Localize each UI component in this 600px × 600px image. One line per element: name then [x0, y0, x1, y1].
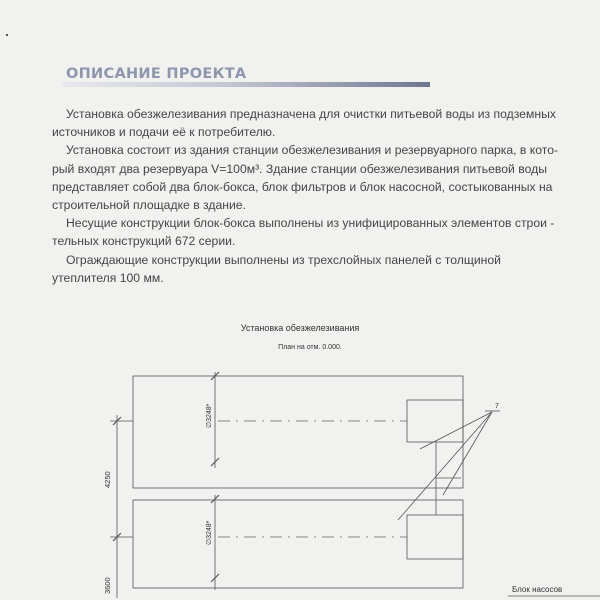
dimension-3600: 3600 [103, 577, 112, 594]
callout-number: 7 [495, 403, 499, 410]
paragraph-line: Ограждающие конструкции выполнены из трехслойных панелей с толщиной [66, 252, 501, 267]
paragraph-line: представляет собой два блок-бокса, блок фильтров и блок насосной, состыкованных на [52, 179, 553, 194]
paragraph-line: Несущие конструкции блок-бокса выполнены из унифицированных элементов строи - [66, 216, 555, 231]
paragraph-line: строительной площадке в здание. [52, 198, 246, 213]
drawing-subtitle: План на отм. 0.000. [278, 344, 342, 351]
callout-leader [398, 412, 492, 520]
paragraph-line: источников и подачи её к потребителю. [52, 125, 276, 140]
paragraph-line: утеплителя 100 мм. [52, 270, 164, 285]
paragraph-line: Установка состоит из здания станции обезжелезивания и резервуарного парка, в кото- [66, 143, 559, 158]
dimension-4250: 4250 [103, 471, 112, 488]
tank-2-diameter: ∅3248* [206, 520, 213, 545]
equipment-box-upper [407, 400, 463, 442]
tank-1-diameter: ∅3248* [206, 403, 213, 428]
tank-2-outline [133, 500, 463, 588]
paragraph-line: тельных конструкций 672 серии. [52, 234, 236, 249]
drawing-title: Установка обезжелезивания [240, 323, 360, 333]
paragraph-line: Установка обезжелезивания предназначена для очистки питьевой воды из подземных [66, 107, 556, 121]
pump-block-label: Блок насосов [512, 585, 563, 594]
equipment-box-lower [407, 515, 463, 559]
section-title: ОПИСАНИЕ ПРОЕКТА [66, 66, 247, 82]
paragraph-line: рый входят два резервуара V=100м³. Здание станции обезжелезивания питьевой воды [52, 161, 547, 176]
tank-1-outline [133, 376, 463, 488]
